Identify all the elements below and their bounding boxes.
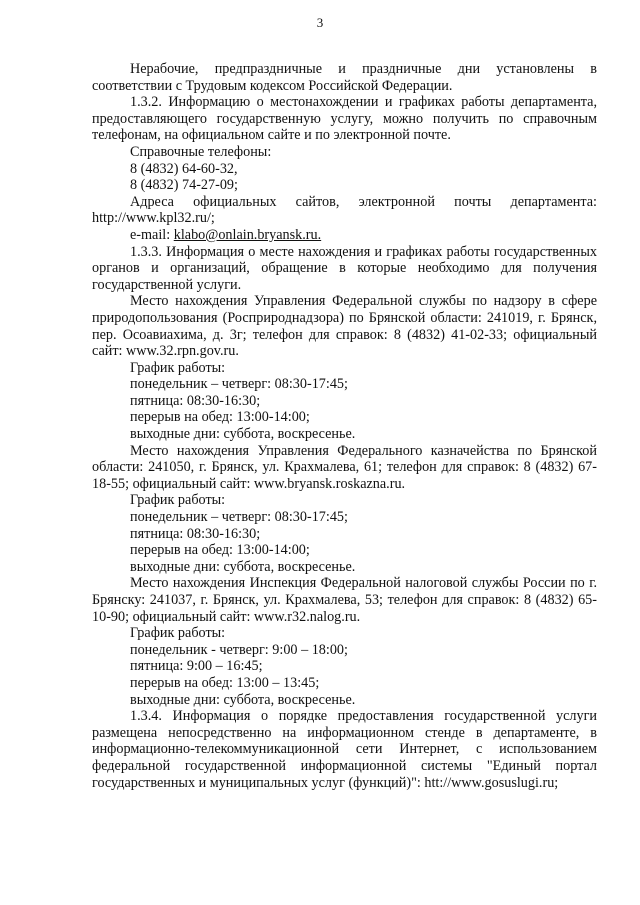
email-prefix: e-mail: <box>130 226 174 243</box>
email-link[interactable]: klabo@onlain.bryansk.ru. <box>173 226 322 243</box>
paragraph-tax-inspection: Место нахождения Инспекция Федеральной налоговой службы России по г. Брянску: 241037, г. Брянск, ул. Крахмалева, 53; телефон для справок: 8 (4832) 65-10-90; официальный сайт: www.r32.nalog.ru. <box>92 575 597 625</box>
schedule-heading: График работы: <box>130 625 226 642</box>
schedule-lunch: перерыв на обед: 13:00-14:00; <box>130 409 310 426</box>
schedule-mon-thu: понедельник - четверг: 9:00 – 18:00; <box>130 641 348 658</box>
schedule-lunch: перерыв на обед: 13:00-14:00; <box>130 542 310 559</box>
paragraph-1-3-4: 1.3.4. Информация о порядке предоставления государственной услуги размещена непосредственно на информационном стенде в департаменте, в информационно-телекоммуникационной сети Интернет, с использованием федеральной государственной информационной системы "Единый портал государственных и муниципальных услуг (функций)": htt://www.gosuslugi.ru; <box>92 708 597 791</box>
schedule-heading: График работы: <box>130 492 226 509</box>
schedule-mon-thu: понедельник – четверг: 08:30-17:45; <box>130 376 348 393</box>
paragraph-1-3-2: 1.3.2. Информацию о местонахождении и графиках работы департамента, предоставляющего государственную услугу, можно получить по справочным телефонам, на официальном сайте и по электронной почте. <box>92 94 597 144</box>
paragraph-treasury: Место нахождения Управления Федерального казначейства по Брянской области: 241050, г. Брянск, ул. Крахмалева, 61; телефон для справок: 8 (4832) 67-18-55; официальный сайт: www.bryansk.roskazna.ru. <box>92 442 597 492</box>
paragraph-1-3-3: 1.3.3. Информация о месте нахождения и графиках работы государственных органов и организаций, обращение в которые необходимо для получения государственной услуги. <box>92 243 597 293</box>
paragraph-websites: Адреса официальных сайтов, электронной почты департамента: http://www.kpl32.ru/; <box>92 193 597 227</box>
phone-line-1: 8 (4832) 64-60-32, <box>130 160 238 177</box>
phone-line-2: 8 (4832) 74-27-09; <box>130 177 238 194</box>
schedule-lunch: перерыв на обед: 13:00 – 13:45; <box>130 674 320 691</box>
schedule-fri: пятница: 08:30-16:30; <box>130 392 261 409</box>
schedule-mon-thu: понедельник – четверг: 08:30-17:45; <box>130 509 348 526</box>
schedule-heading: График работы: <box>130 359 226 376</box>
paragraph-nonworking-days: Нерабочие, предпраздничные и праздничные дни установлены в соответствии с Трудовым кодексом Российской Федерации. <box>92 61 597 94</box>
document-body <box>92 61 597 791</box>
page-number: 3 <box>316 15 324 30</box>
schedule-fri: пятница: 9:00 – 16:45; <box>130 658 263 675</box>
email-line <box>92 227 597 244</box>
schedule-weekend: выходные дни: суббота, воскресенье. <box>130 558 356 575</box>
phones-heading: Справочные телефоны: <box>130 143 272 160</box>
paragraph-rosprirodnadzor: Место нахождения Управления Федеральной службы по надзору в сфере природопользования (Росприроднадзора) по Брянской области: 241019, г. Брянск, пер. Осоавиахима, д. 3г; телефон для справок: 8 (4832) 41-02-33; официальный сайт: www.32.rpn.gov.ru. <box>92 293 597 360</box>
schedule-weekend: выходные дни: суббота, воскресенье. <box>130 426 356 443</box>
schedule-weekend: выходные дни: суббота, воскресенье. <box>130 691 356 708</box>
schedule-fri: пятница: 08:30-16:30; <box>130 525 261 542</box>
